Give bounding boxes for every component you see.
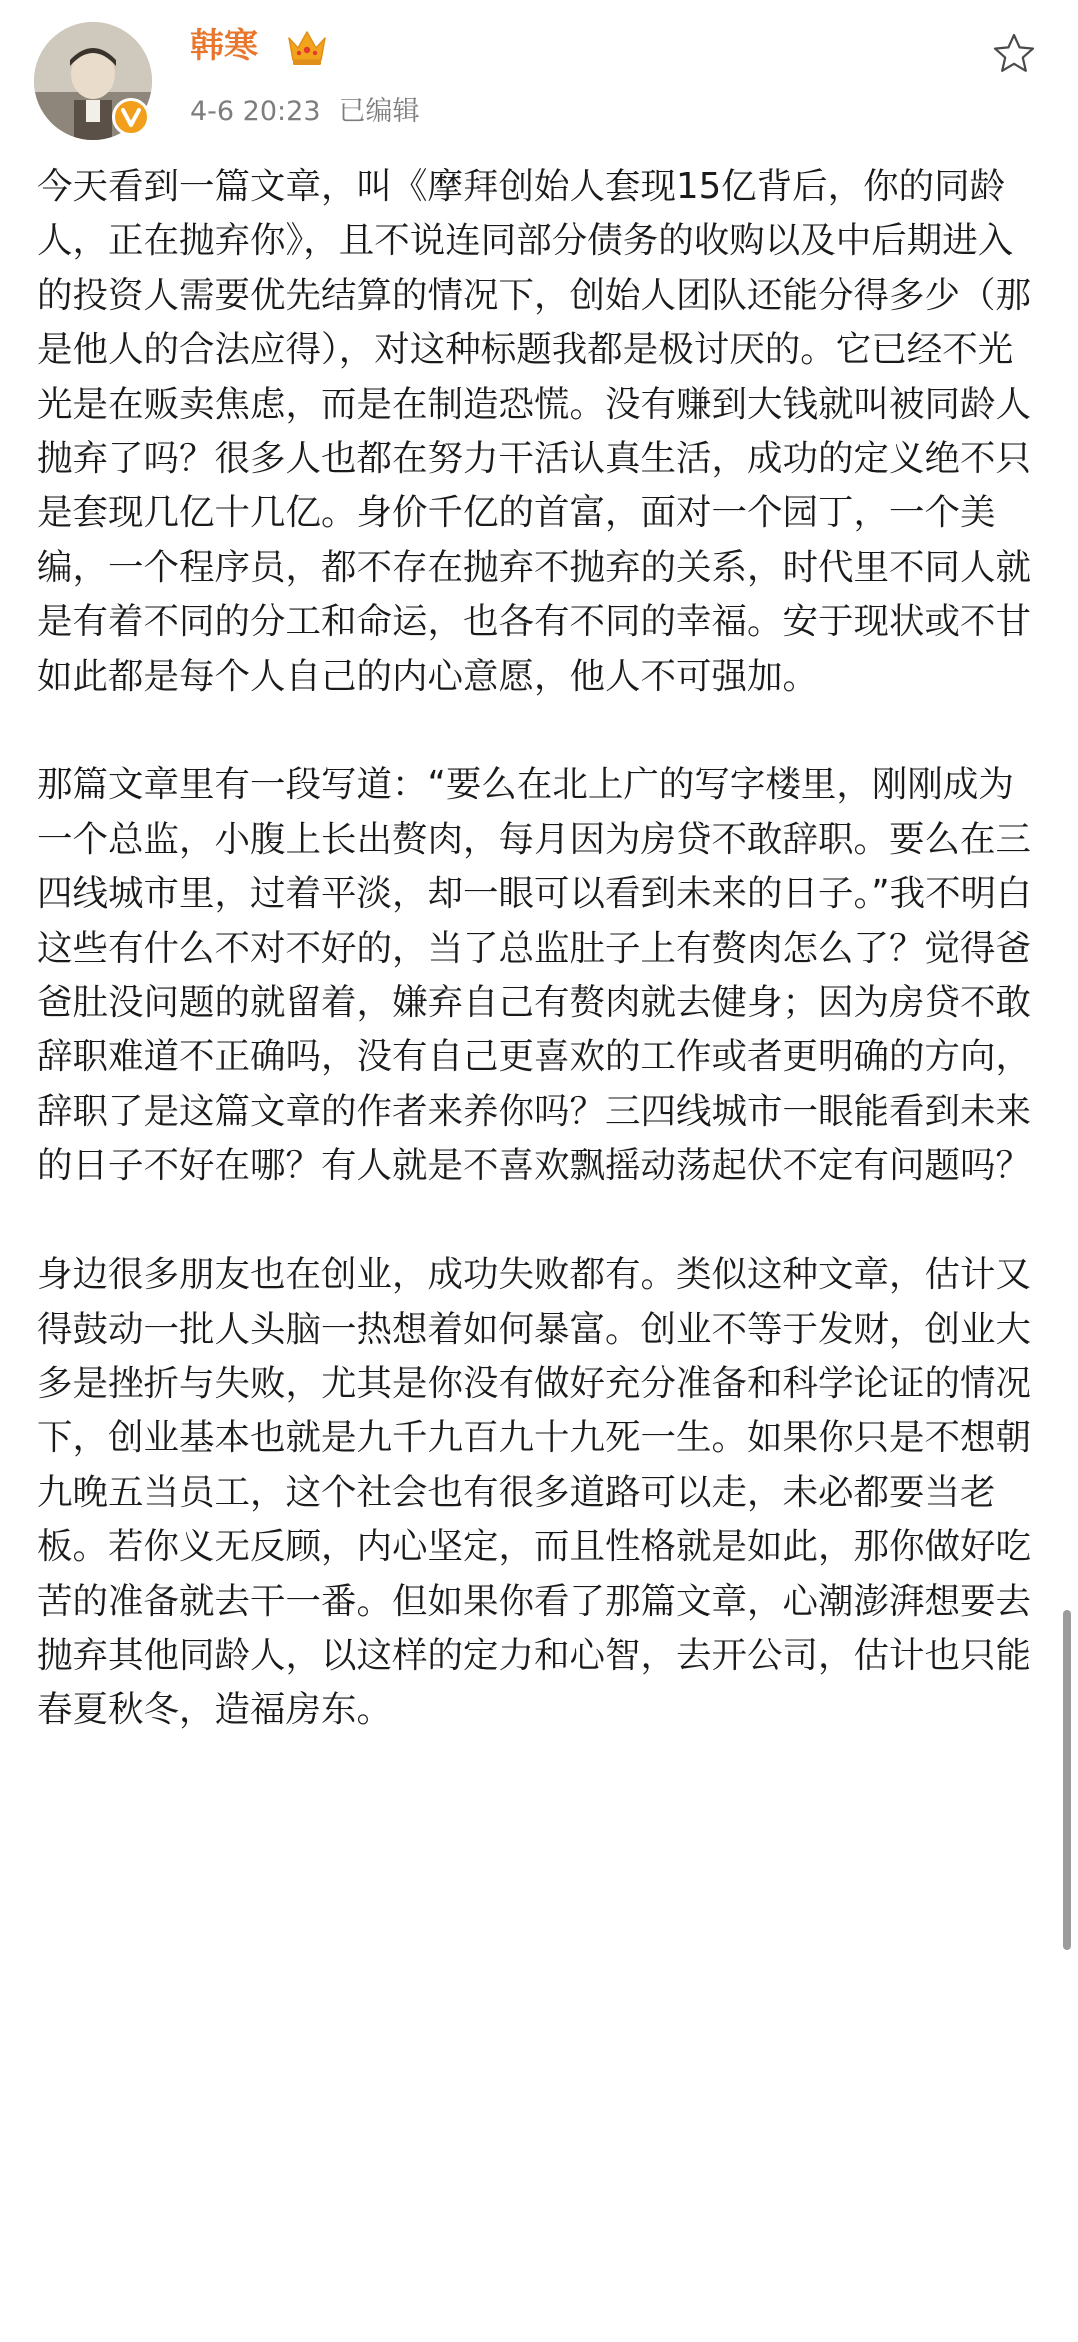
crown-icon[interactable] (285, 28, 329, 68)
post-paragraph: 那篇文章里有一段写道：“要么在北上广的写字楼里，刚刚成为一个总监，小腹上长出赘肉，每月因为房贷不敢辞职。要么在三四线城市里，过着平淡，却一眼可以看到未来的日子。”我不明白这些有什么不对不好的，当了总监肚子上有赘肉怎么了？觉得爸爸肚没问题的就留着，嫌弃自己有赘肉就去健身；因为房贷不敢辞职难道不正确吗，没有自己更喜欢的工作或者更明确的方向，辞职了是这篇文章的作者来养你吗？三四线城市一眼能看到未来的日子不好在哪？有人就是不喜欢飘摇动荡起伏不定有问题吗？ (37, 764, 1032, 1187)
verified-v-icon (112, 98, 150, 136)
scrollbar[interactable] (1063, 1610, 1071, 1950)
post-paragraph: 今天看到一篇文章，叫《摩拜创始人套现15亿背后，你的同龄人，正在抛弃你》，且不说连同部分债务的收购以及中后期进入的投资人需要优先结算的情况下，创始人团队还能分得多少（那是他人的合法应得），对这种标题我都是极讨厌的。它已经不光光是在贩卖焦虑，而是在制造恐慌。没有赚到大钱就叫被同龄人抛弃了吗？很多人也都在努力干活认真生活，成功的定义绝不只是套现几亿十几亿。身价千亿的首富，面对一个园丁，一个美编，一个程序员，都不存在抛弃不抛弃的关系，时代里不同人就是有着不同的分工和命运，也各有不同的幸福。安于现状或不甘如此都是每个人自己的内心意愿，他人不可强加。 (37, 166, 1032, 697)
edited-label[interactable]: 已编辑 (338, 96, 420, 127)
more-options-icon[interactable] (990, 30, 1038, 78)
post-header (0, 0, 1078, 150)
post-time: 4-6 20:23 (190, 96, 321, 127)
post-paragraph: 身边很多朋友也在创业，成功失败都有。类似这种文章，估计又得鼓动一批人头脑一热想着如何暴富。创业不等于发财，创业大多是挫折与失败，尤其是你没有做好充分准备和科学论证的情况下，创业基本也就是九千九百九十九死一生。如果你只是不想朝九晚五当员工，这个社会也有很多道路可以走，未必都要当老板。若你义无反顾，内心坚定，而且性格就是如此，那你做好吃苦的准备就去干一番。但如果你看了那篇文章，心潮澎湃想要去抛弃其他同龄人，以这样的定力和心智，去开公司，估计也只能春夏秋冬，造福房东。 (37, 1254, 1032, 1731)
post-meta (190, 94, 420, 130)
author-name[interactable]: 韩寒 (190, 26, 258, 66)
post-body (37, 160, 1047, 1738)
